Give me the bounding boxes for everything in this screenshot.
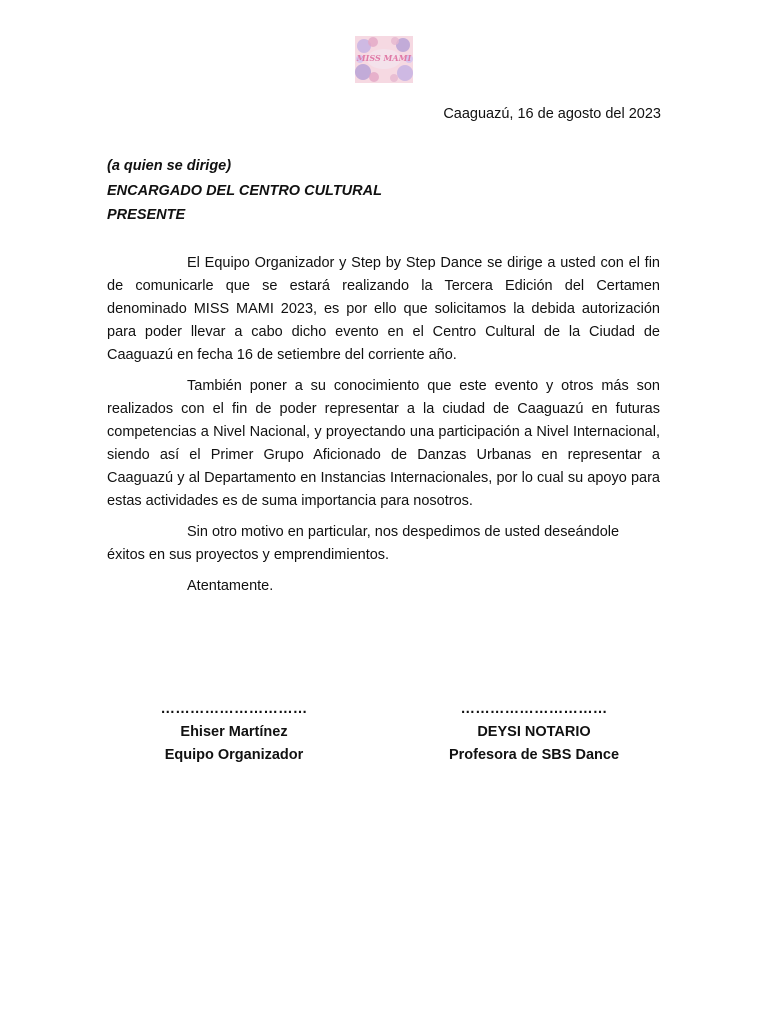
recipient-title: ENCARGADO DEL CENTRO CULTURAL	[107, 182, 382, 199]
paragraph-request: El Equipo Organizador y Step by Step Dance se dirige a usted con el fin de comunicarle que se estará realizando la Tercera Edición del Certamen denominado MISS MAMI 2023, es por ello que solicitamos la debida autorización para poder llevar a cabo dicho evento en el Centro Cultural de la Ciudad de Caaguazú en fecha 16 de setiembre del corriente año.	[107, 255, 660, 363]
logo	[355, 36, 413, 83]
signature-line: …………………………	[460, 701, 608, 717]
signature-block-left	[134, 698, 334, 767]
signer-name: DEYSI NOTARIO	[477, 724, 591, 740]
letter-body	[107, 252, 660, 606]
recipient-block	[107, 154, 382, 228]
signer-role: Equipo Organizador	[164, 747, 304, 763]
signature-line: …………………………	[160, 701, 308, 717]
signature-block-right	[434, 698, 634, 767]
paragraph-closing: Atentamente.	[187, 578, 274, 594]
recipient-presente: PRESENTE	[107, 207, 186, 223]
logo-text: MISS MAMI	[356, 53, 412, 63]
recipient-salutation: (a quien se dirige)	[107, 158, 232, 174]
paragraph-farewell: Sin otro motivo en particular, nos despedimos de usted deseándole éxitos en sus proyectos y emprendimientos.	[107, 524, 620, 563]
signer-role: Profesora de SBS Dance	[448, 747, 620, 763]
paragraph-purpose: También poner a su conocimiento que este evento y otros más son realizados con el fin de poder representar a la ciudad de Caaguazú en futuras competencias a Nivel Nacional, y proyectando una participación a Nivel Internacional, siendo así el Primer Grupo Aficionado de Danzas Urbanas en representar a Caaguazú y al Departamento en Instancias Internacionales, por lo cual su apoyo para estas actividades es de suma importancia para nosotros.	[107, 378, 660, 509]
date-line: Caaguazú, 16 de agosto del 2023	[443, 106, 661, 122]
signer-name: Ehiser Martínez	[180, 724, 288, 740]
